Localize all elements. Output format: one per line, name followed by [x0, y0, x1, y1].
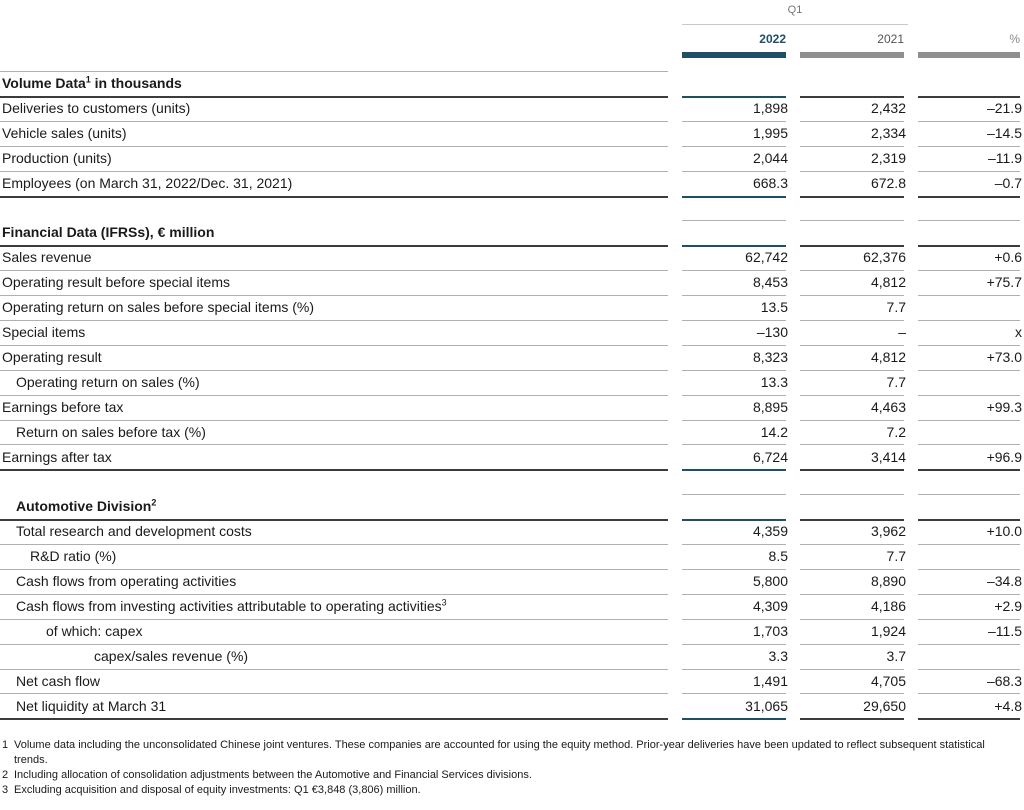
value-2022: 5,800: [752, 573, 788, 589]
footnote-ref: 3: [441, 597, 447, 608]
row-label-text: Special items: [2, 324, 86, 340]
row-label: [16, 694, 166, 719]
value-2022: 8,895: [752, 398, 788, 415]
value-2022: 1,995: [752, 124, 788, 141]
value-2021: 7.2: [886, 423, 906, 440]
period-header: Q1: [787, 4, 803, 16]
row-label: [2, 171, 292, 196]
value-2021: 4,812: [870, 274, 906, 291]
value-2021: 1,924: [870, 622, 906, 639]
row-label-text: Financial Data (IFRSs), € million: [2, 224, 215, 241]
spacer-row: [0, 469, 1024, 494]
value-2021: 8,890: [870, 573, 906, 589]
table-row: [0, 445, 1024, 470]
row-divider: [682, 718, 786, 720]
footnote-text: Including allocation of consolidation adjustments between the Automotive and Financial Services divisions.: [14, 769, 532, 781]
row-label-text: Automotive Division: [16, 498, 152, 515]
table-row: [0, 370, 1024, 395]
footnote-text: Volume data including the unconsolidated Chinese joint ventures. These companies are accounted for using the equity method. Prior-year deliveries have been updated to reflect subsequent statistical trends.: [14, 739, 985, 766]
value-2021: 672.8: [870, 174, 906, 191]
value-change: +75.7: [986, 274, 1022, 291]
row-label-text: Return on sales before tax (%): [16, 423, 206, 440]
value-2021: 4,463: [870, 398, 906, 415]
value-change: –11.9: [988, 149, 1022, 166]
value-2021: 62,376: [863, 249, 906, 266]
value-2021: 4,705: [870, 672, 906, 689]
table-row: [0, 121, 1024, 146]
row-label-text: Vehicle sales (units): [2, 124, 127, 141]
footnote-2: [0, 768, 1010, 783]
value-change: x: [1015, 324, 1022, 340]
footnote-ref: 1: [85, 74, 91, 85]
value-2021: 2,432: [870, 99, 906, 116]
row-label-text: Production (units): [2, 149, 112, 166]
value-2022: 668.3: [752, 174, 788, 191]
footnote-1: [0, 738, 1010, 768]
row-label: [16, 420, 206, 445]
value-2022: –130: [756, 324, 788, 340]
value-2021: 7.7: [886, 548, 906, 565]
row-label-text: Operating result before special items: [2, 274, 230, 291]
value-change: +0.6: [994, 249, 1022, 266]
section-title: [2, 220, 214, 245]
row-label: [16, 669, 100, 694]
value-change: +10.0: [986, 523, 1022, 540]
table-row: [0, 395, 1024, 420]
footnote-3: [0, 783, 1010, 798]
value-2021: 3.7: [886, 647, 906, 664]
row-label: [2, 96, 190, 121]
row-label: [2, 121, 127, 146]
value-2022: 13.3: [760, 373, 788, 390]
value-2022: 8.5: [768, 548, 788, 565]
value-2022: 4,309: [752, 597, 788, 614]
value-change: [918, 420, 1022, 445]
value-change: [918, 295, 1022, 320]
value-2021: 4,186: [870, 597, 906, 614]
footnote-number: 2: [2, 769, 9, 781]
row-label-text: Deliveries to customers (units): [2, 99, 191, 116]
value-2022: 2,044: [752, 149, 788, 166]
row-label-text: Operating result: [2, 348, 102, 365]
row-label: [2, 270, 230, 295]
section-row: [0, 494, 1024, 519]
row-label-text: of which: capex: [46, 622, 143, 639]
value-2022: 1,898: [752, 99, 788, 116]
table-row: [0, 245, 1024, 270]
value-change: –0.7: [994, 174, 1022, 191]
row-label-text: Net cash flow: [16, 672, 101, 689]
value-2022: 8,323: [752, 348, 788, 365]
value-2021: 3,414: [870, 448, 906, 465]
value-change: +73.0: [986, 348, 1022, 365]
row-label-text: Earnings after tax: [2, 448, 112, 465]
value-2021: 2,334: [870, 124, 906, 141]
value-change: +99.3: [986, 398, 1022, 415]
column-bar-2021: [800, 52, 904, 58]
row-label: [2, 320, 85, 345]
section-title-suffix: in thousands: [90, 75, 182, 91]
value-change: +96.9: [986, 448, 1022, 465]
value-2021: –: [898, 324, 906, 340]
row-label-text: Total research and development costs: [16, 523, 252, 540]
section-title: [16, 494, 156, 519]
value-2022: 8,453: [752, 274, 788, 291]
row-label-text: Operating return on sales (%): [16, 373, 200, 390]
row-label: [30, 544, 116, 569]
row-label: [2, 295, 314, 320]
row-label-text: Earnings before tax: [2, 398, 124, 415]
section-title: [2, 71, 182, 96]
value-change: –11.5: [988, 622, 1022, 639]
table-row: [0, 569, 1024, 594]
section-row: [0, 220, 1024, 245]
row-label: [2, 445, 112, 470]
table-row: [0, 320, 1024, 345]
row-divider: [918, 718, 1020, 720]
value-change: –14.5: [986, 124, 1022, 141]
value-change: –68.3: [986, 672, 1022, 689]
value-change: –21.9: [986, 99, 1022, 116]
row-label-text: Net liquidity at March 31: [16, 697, 167, 714]
value-change: +4.8: [994, 697, 1022, 714]
column-header-2022: 2022: [759, 32, 786, 46]
table-row: [0, 295, 1024, 320]
column-bar-change: [918, 52, 1020, 58]
table-row: [0, 619, 1024, 644]
footnotes: [0, 738, 1010, 798]
table-row: [0, 96, 1024, 121]
value-2021: 3,962: [870, 523, 906, 540]
row-label: [16, 569, 236, 594]
row-label: [16, 594, 447, 619]
value-change: [918, 544, 1022, 569]
table-row: [0, 146, 1024, 171]
table-row: [0, 171, 1024, 196]
row-label-text: Employees (on March 31, 2022/Dec. 31, 2021): [2, 174, 293, 191]
table-row: [0, 270, 1024, 295]
footnote-text: Excluding acquisition and disposal of equity investments: Q1 €3,848 (3,806) million.: [14, 784, 421, 796]
row-label: [94, 644, 248, 669]
spacer-row: [0, 196, 1024, 221]
row-label: [16, 370, 200, 395]
value-2022: 3.3: [768, 647, 788, 664]
table-row: [0, 345, 1024, 370]
row-divider: [800, 718, 904, 720]
value-2022: 1,703: [752, 622, 788, 639]
value-2022: 4,359: [752, 523, 788, 540]
value-2021: 2,319: [870, 149, 906, 166]
row-label: [16, 519, 252, 544]
row-label: [2, 146, 112, 171]
table-top-rule: [0, 71, 668, 72]
value-2022: 13.5: [760, 299, 788, 316]
row-label: [2, 395, 123, 420]
value-change: [918, 644, 1022, 669]
value-2021: 29,650: [863, 697, 906, 714]
value-change: [918, 370, 1022, 395]
value-2022: 31,065: [745, 697, 788, 714]
row-divider: [0, 718, 668, 720]
row-label: [2, 345, 102, 370]
table-row: [0, 694, 1024, 719]
value-change: –34.8: [986, 573, 1022, 589]
row-label-text: Cash flows from operating activities: [16, 573, 237, 589]
table-row: [0, 544, 1024, 569]
value-2022: 6,724: [752, 448, 788, 465]
value-2022: 1,491: [752, 672, 788, 689]
row-label-text: Operating return on sales before special items (%): [2, 299, 315, 316]
row-label-text: Cash flows from investing activities attributable to operating activities: [16, 597, 442, 614]
value-2021: 7.7: [886, 299, 906, 316]
value-2021: 7.7: [886, 373, 906, 390]
row-label-text: capex/sales revenue (%): [94, 647, 249, 664]
value-2022: 14.2: [760, 423, 788, 440]
table-row: [0, 519, 1024, 544]
row-label-text: R&D ratio (%): [30, 548, 117, 565]
section-row: [0, 71, 1024, 96]
table-row: [0, 594, 1024, 619]
period-header-rule: [682, 24, 908, 25]
column-bar-2022: [682, 52, 786, 58]
footnote-number: 1: [2, 739, 9, 751]
value-2022: 62,742: [745, 249, 788, 266]
row-label-text: Volume Data: [2, 75, 86, 91]
row-label-text: Sales revenue: [2, 249, 92, 266]
value-2021: 4,812: [870, 348, 906, 365]
column-header-2021: 2021: [877, 32, 904, 46]
row-label: [2, 245, 92, 270]
table-row: [0, 420, 1024, 445]
column-header-change: %: [1009, 32, 1020, 46]
value-change: +2.9: [994, 597, 1022, 614]
table-row: [0, 669, 1024, 694]
footnote-number: 3: [2, 784, 9, 796]
footnote-ref: 2: [151, 497, 157, 508]
row-label: [46, 619, 143, 644]
table-row: [0, 644, 1024, 669]
